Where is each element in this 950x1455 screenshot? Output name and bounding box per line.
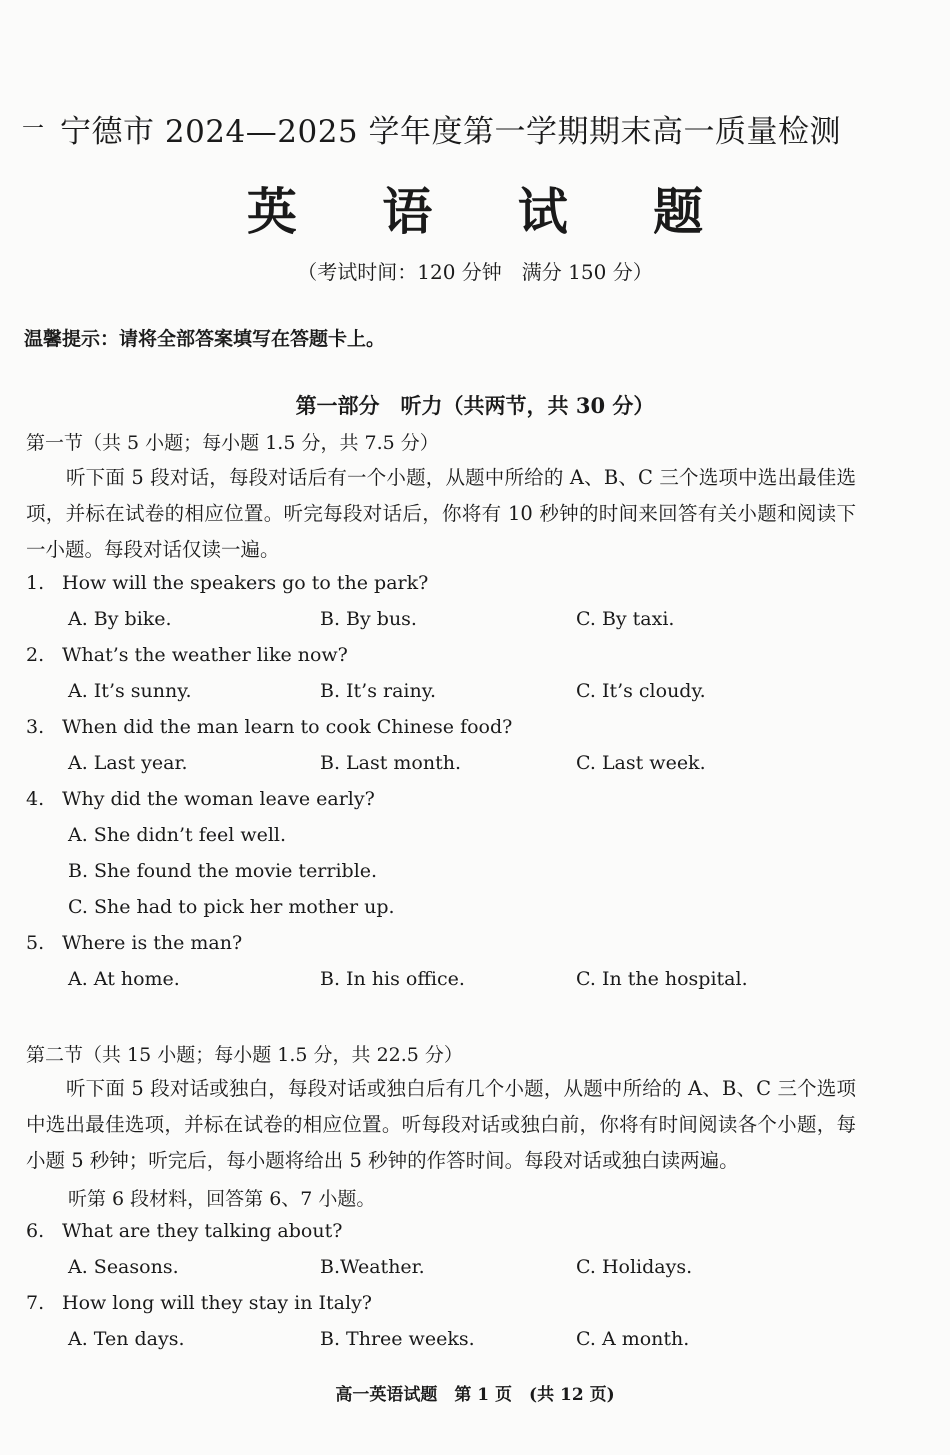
section-heading: 第一节（共 5 小题；每小题 1.5 分，共 7.5 分） [26, 432, 439, 454]
option-c: C. She had to pick her mother up. [68, 896, 395, 918]
part-heading: 第一部分 听力（共两节，共 30 分） [295, 393, 655, 418]
header-dash: 一 [22, 117, 45, 142]
option-a: A. It’s sunny. [68, 680, 192, 702]
question-number: 4. [26, 788, 45, 810]
question-text: Why did the woman leave early? [62, 788, 375, 810]
option-a: A. At home. [68, 968, 180, 990]
question-text: How long will they stay in Italy? [62, 1292, 372, 1314]
material-intro: 听第 6 段材料，回答第 6、7 小题。 [68, 1188, 376, 1210]
option-b: B. Last month. [320, 752, 462, 774]
option-a: A. Last year. [68, 752, 188, 774]
option-c: C. It’s cloudy. [576, 680, 706, 702]
option-b: B. By bus. [320, 608, 417, 630]
page-title: 英 语 试 题 [246, 182, 738, 241]
question-number: 6. [26, 1220, 45, 1242]
option-a: A. Ten days. [68, 1328, 185, 1350]
option-b: B. She found the movie terrible. [68, 860, 378, 882]
section-instructions: 听下面 5 段对话，每段对话后有一个小题，从题中所给的 A、B、C 三个选项中选出最佳选项，并标在试卷的相应位置。听完每段对话后，你将有 10 秒钟的时间来回答有关小题和阅读下一小题。每段对话仅读一遍。 [26, 466, 856, 561]
option-c: C. In the hospital. [576, 968, 748, 990]
question-text: Where is the man? [62, 932, 243, 954]
option-c: C. Holidays. [576, 1256, 693, 1278]
option-b: B. It’s rainy. [320, 680, 436, 702]
option-c: C. By taxi. [576, 608, 675, 630]
option-c: C. A month. [576, 1328, 690, 1350]
option-a: A. She didn’t feel well. [68, 824, 287, 846]
option-b: B. Three weeks. [320, 1328, 475, 1350]
option-a: A. Seasons. [68, 1256, 179, 1278]
question-number: 7. [26, 1292, 45, 1314]
page-footer: 高一英语试题 第 1 页 (共 12 页) [335, 1385, 615, 1405]
section-instructions: 听下面 5 段对话或独白，每段对话或独白后有几个小题，从题中所给的 A、B、C 三个选项中选出最佳选项，并标在试卷的相应位置。听每段对话或独白前，你将有时间阅读各个小题，每小题 5 秒钟；听完后，每小题将给出 5 秒钟的作答时间。每段对话或独白读两遍。 [26, 1077, 856, 1172]
option-b: B. In his office. [320, 968, 465, 990]
tip-text: 温馨提示：请将全部答案填写在答题卡上。 [24, 328, 386, 350]
option-a: A. By bike. [68, 608, 172, 630]
exam-subtitle: 宁德市 2024—2025 学年度第一学期期末高一质量检测 [60, 114, 841, 150]
question-text: When did the man learn to cook Chinese food? [62, 716, 513, 738]
option-b: B.Weather. [320, 1256, 425, 1278]
question-text: What’s the weather like now? [62, 644, 348, 666]
question-text: What are they talking about? [62, 1220, 343, 1242]
question-number: 5. [26, 932, 45, 954]
question-text: How will the speakers go to the park? [62, 572, 429, 594]
question-number: 1. [26, 572, 45, 594]
section-heading: 第二节（共 15 小题；每小题 1.5 分，共 22.5 分） [26, 1044, 463, 1066]
question-number: 3. [26, 716, 45, 738]
option-c: C. Last week. [576, 752, 706, 774]
exam-info: （考试时间：120 分钟 满分 150 分） [297, 260, 653, 284]
question-number: 2. [26, 644, 45, 666]
